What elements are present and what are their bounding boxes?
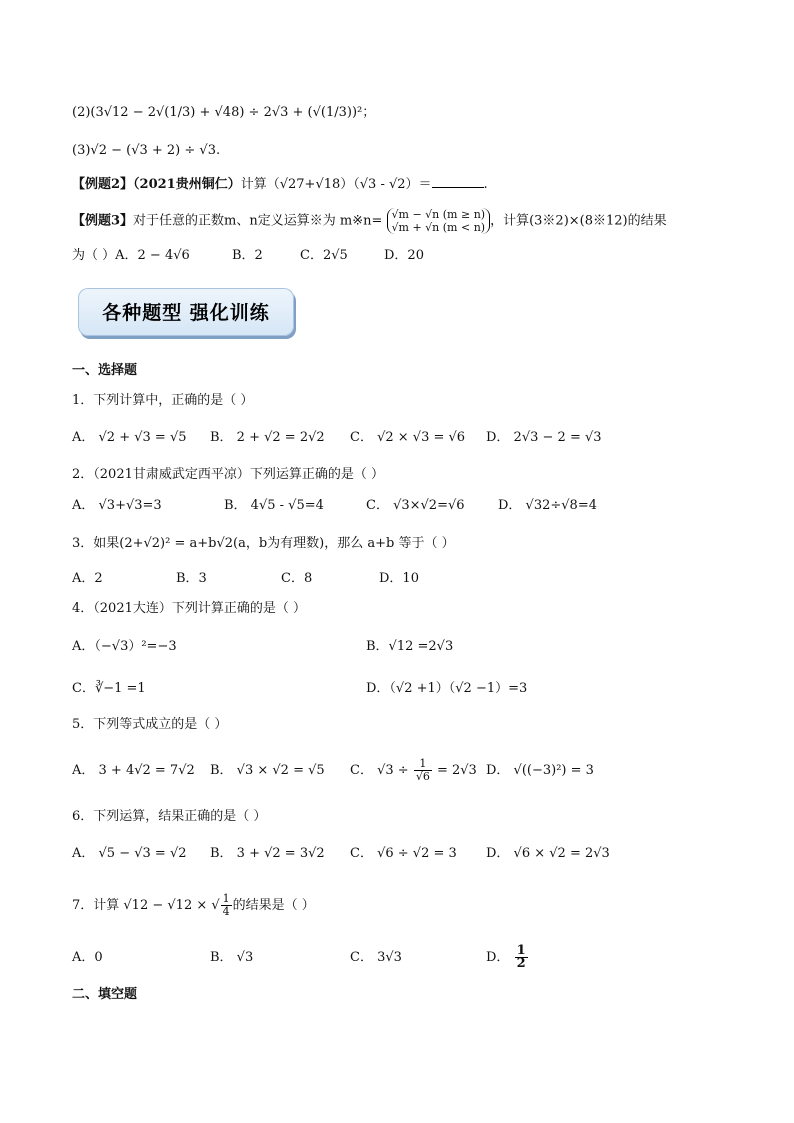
question-5-stem: 5．下列等式成立的是（ ） — [72, 717, 228, 732]
example-3-label: 【例题3】 — [72, 213, 134, 229]
line-item-2: (2)(3√12 − 2√(1/3) + √48) ÷ 2√3 + (√(1/3))²； — [72, 105, 376, 120]
question-4-option-d: D．（√2 +1）（√2 −1）=3 — [366, 681, 528, 696]
question-2-option-b: B． 4√5 - √5=4 — [224, 498, 324, 513]
question-5-option-c-fraction — [414, 758, 432, 783]
question-6-option-c: C． √6 ÷ √2 = 3 — [350, 846, 457, 861]
fraction-denominator: 4 — [222, 905, 230, 918]
example-3-option-d: D．20 — [384, 248, 424, 263]
fraction-denominator: √6 — [415, 770, 430, 783]
section-2-heading: 二、填空题 — [72, 987, 138, 1002]
banner-title: 各种题型 强化训练 — [102, 302, 270, 324]
question-3-option-d: D．10 — [379, 571, 419, 586]
question-7-option-d-fraction — [515, 945, 528, 970]
question-5-option-c-left: C． √3 ÷ — [350, 763, 409, 778]
question-7-option-d-label: D． — [486, 950, 510, 965]
question-4-option-c: C．∛−1 =1 — [72, 681, 146, 696]
example-3-option-c: C．2√5 — [300, 248, 348, 263]
question-5-option-c-right: = 2√3 — [436, 763, 477, 778]
question-5-option-a: A． 3 + 4√2 = 7√2 — [72, 763, 195, 778]
question-7-option-a: A．0 — [72, 950, 103, 965]
question-4-option-b: B．√12 =2√3 — [366, 639, 454, 654]
question-5-option-b: B． √3 × √2 = √5 — [210, 763, 325, 778]
question-7-option-d — [486, 940, 529, 976]
fraction-numerator: 1 — [222, 892, 230, 905]
question-1-option-a: A． √2 + √3 = √5 — [72, 430, 187, 445]
question-7-stem — [72, 888, 315, 924]
question-3-stem: 3．如果(2+√2)² = a+b√2(a，b为有理数)，那么 a+b 等于（ ） — [72, 536, 455, 551]
question-7-option-c: C． 3√3 — [350, 950, 402, 965]
question-4-stem: 4．（2021大连）下列计算正确的是（ ） — [72, 601, 306, 616]
question-2-option-d: D． √32÷√8=4 — [498, 498, 597, 513]
example-2-source: （2021贵州铜仁） — [133, 177, 241, 192]
line-item-3: (3)√2 − (√3 + 2) ÷ √3. — [72, 143, 221, 158]
question-6-option-b: B． 3 + √2 = 3√2 — [210, 846, 325, 861]
example-2 — [72, 174, 488, 194]
example-3-option-b: B．2 — [232, 248, 263, 263]
question-1-option-d: D． 2√3 − 2 = √3 — [486, 430, 602, 445]
example-3-text-2: ，计算(3※2)×(8※12)的结果 — [490, 213, 667, 229]
question-2-option-c: C． √3×√2=√6 — [366, 498, 465, 513]
question-2-stem: 2．（2021甘肃威武定西平凉）下列运算正确的是（ ） — [72, 467, 384, 482]
fraction-numerator: 1 — [516, 943, 526, 958]
question-5-option-d: D． √((−3)²) = 3 — [486, 763, 594, 778]
answer-blank — [432, 174, 484, 188]
piecewise-case-2: √m + √n (m < n) — [391, 221, 486, 234]
question-6-option-d: D． √6 × √2 = 2√3 — [486, 846, 610, 861]
piecewise-definition — [387, 208, 491, 234]
question-1-option-c: C． √2 × √3 = √6 — [350, 430, 466, 445]
question-7-stem-right: 的结果是（ ） — [232, 898, 315, 913]
question-4-option-a: A．（−√3）²=−3 — [72, 639, 177, 654]
question-3-option-c: C．8 — [281, 571, 313, 586]
question-1-stem: 1．下列计算中，正确的是（ ） — [72, 393, 254, 408]
question-7-option-b: B． √3 — [210, 950, 254, 965]
example-3 — [72, 208, 667, 234]
example-2-text: 计算（√27+√18）（√3 - √2）＝ — [240, 177, 432, 192]
example-2-end: . — [483, 177, 488, 192]
question-1-option-b: B． 2 + √2 = 2√2 — [210, 430, 325, 445]
piecewise-case-1: √m − √n (m ≥ n) — [391, 208, 486, 221]
fraction-denominator: 2 — [516, 956, 526, 971]
question-6-option-a: A． √5 − √3 = √2 — [72, 846, 187, 861]
question-6-stem: 6．下列运算，结果正确的是（ ） — [72, 809, 267, 824]
example-3-options-line: 为（ ）A．2 − 4√6 — [72, 248, 190, 263]
question-3-option-b: B．3 — [176, 571, 207, 586]
fraction-numerator: 1 — [414, 758, 432, 771]
question-7-fraction — [221, 893, 232, 918]
question-7-stem-left: 7．计算 √12 − √12 × √ — [72, 898, 220, 913]
section-banner — [78, 288, 294, 336]
example-2-label: 【例题2】 — [72, 177, 134, 192]
section-1-heading: 一、选择题 — [72, 363, 138, 378]
question-5-option-c — [350, 753, 477, 789]
question-3-option-a: A．2 — [72, 571, 103, 586]
example-3-text: 对于任意的正数m、n定义运算※为 m※n= — [133, 213, 383, 229]
question-2-option-a: A． √3+√3=3 — [72, 498, 162, 513]
